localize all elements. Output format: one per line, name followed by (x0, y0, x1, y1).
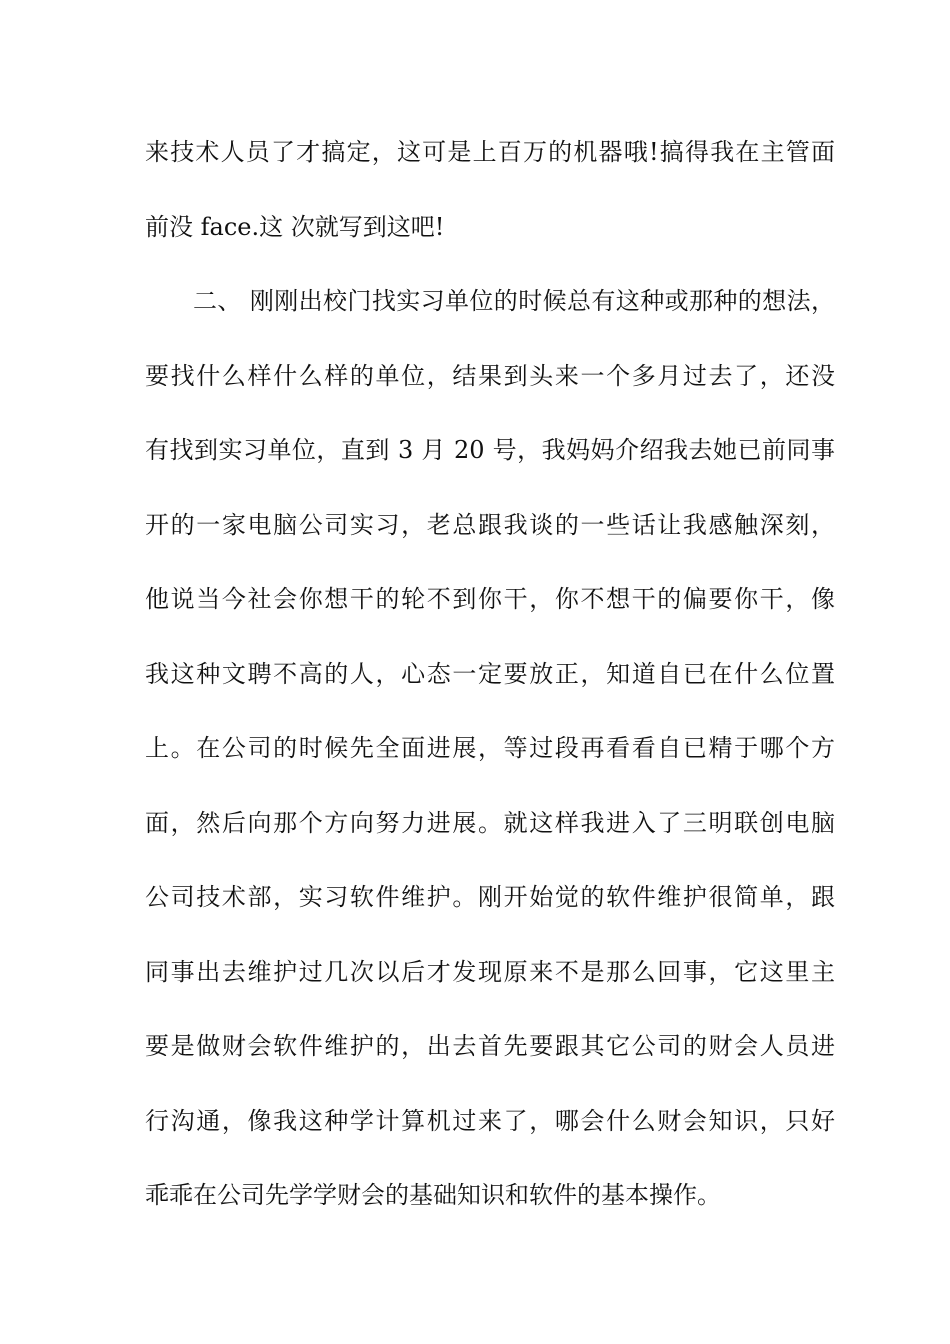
text-line-4: 要找什么样什么样的单位，结果到头来一个多月过去了，还没 (145, 361, 835, 390)
text-line-12: 同事出去维护过几次以后才发现原来不是那么回事，它这里主 (145, 957, 835, 986)
text-line-9: 上。在公司的时候先全面进展，等过段再看看自已精于哪个方 (145, 734, 835, 762)
body-text (145, 128, 835, 1246)
text-line-13: 要是做财会软件维护的，出去首先要跟其它公司的财会人员进 (145, 1032, 835, 1060)
text-line-10: 面，然后向那个方向努力进展。就这样我进入了三明联创电脑 (145, 808, 835, 837)
text-line-3: 二、 刚刚出校门找实习单位的时候总有这种或那种的想法， (193, 287, 835, 315)
text-line-5: 有找到实习单位，直到 3 月 20 号，我妈妈介绍我去她已前同事 (145, 436, 835, 464)
text-line-15: 乖乖在公司先学学财会的基础知识和软件的基本操作。 (145, 1181, 721, 1209)
text-line-11: 公司技术部，实习软件维护。刚开始觉的软件维护很简单，跟 (145, 883, 835, 911)
text-line-6: 开的一家电脑公司实习，老总跟我谈的一些话让我感触深刻， (145, 510, 835, 539)
text-line-8: 我这种文聘不高的人，心态一定要放正，知道自已在什么位置 (145, 659, 835, 688)
text-line-1: 来技术人员了才搞定，这可是上百万的机器哦!搞得我在主管面 (145, 138, 835, 166)
text-line-7: 他说当今社会你想干的轮不到你干，你不想干的偏要你干，像 (145, 585, 835, 613)
text-line-2: 前没 face.这 次就写到这吧! (145, 212, 445, 241)
text-line-14: 行沟通，像我这种学计算机过来了，哪会什么财会知识，只好 (145, 1106, 835, 1135)
